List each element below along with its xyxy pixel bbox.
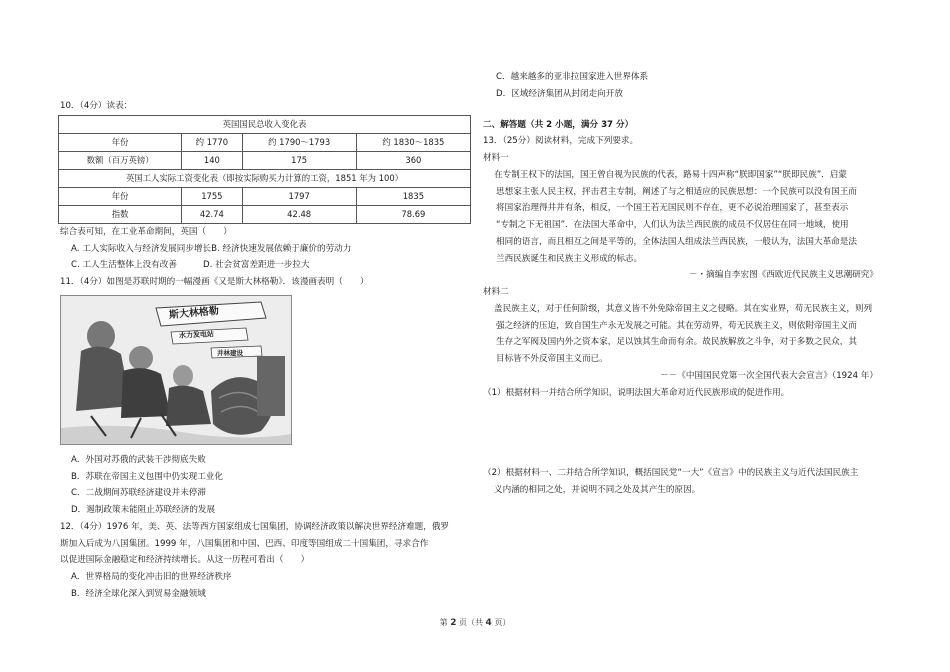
requirement-2: （2）根据材料一、二并结合所学知识，概括国民党“一大”《宣言》中的民族主义与近代法国民族主: [483, 468, 859, 479]
material1-line: 将国家治理得井井有条，相反，一个国王若无国民则不存在，更不必说治理国家了，甚至表示: [496, 203, 849, 214]
q10-question: 综合表可知，在工业革命期间，英国（ ）: [60, 226, 232, 237]
page-footer: [0, 617, 950, 628]
q11-option-a: A．外国对苏俄的武装干涉彻底失败: [71, 454, 206, 465]
q11-option-b: B．苏联在帝国主义包围中仍实现工业化: [71, 471, 223, 482]
q11-stem: 11．（4分）如图是苏联时期的一幅漫画《又是斯大林格勒》．该漫画表明（ ）: [60, 277, 369, 287]
table2-cell: 指数: [59, 205, 182, 223]
q11-option-d: D．遏制政策未能阻止苏联经济的发展: [71, 505, 216, 515]
material1-line: 思想家主张人民主权，抨击君主专制，阐述了与之相适应的民族思想：一个民族可以没有国王而: [496, 186, 857, 197]
table2-header-cell: 年份: [59, 187, 182, 205]
material1-line: “专制之下无祖国”．在法国大革命中，人们认为法兰西民族的成员不仅居住在同一地域，使用: [496, 220, 849, 230]
cartoon-title-text: 斯大林格勒: [168, 305, 220, 321]
cartoon-sign-text: 并林建设: [217, 348, 243, 357]
table1-header-cell: 约 1790～1793: [242, 133, 356, 151]
table1-header-cell: 约 1770: [182, 133, 242, 151]
material1-line: 在专制王权下的法国，国王曾自视为民族的代表，路易十四声称“朕即国家”“朕即民族”．启蒙: [494, 169, 847, 180]
q10-option-c: C. 工人生活整体上没有改善: [71, 260, 177, 271]
table1-cell: 360: [356, 151, 470, 169]
q12-option-d: D．区域经济集团从封闭走向开放: [496, 88, 623, 99]
q12-line: 斯加入后成为八国集团。1999 年，八国集团和中国、巴西、印度等国组成二十国集团，寻求合作: [60, 538, 429, 549]
table2-cell: 42.48: [242, 205, 356, 223]
table1-cell: 数额（百万英镑）: [59, 151, 182, 169]
material2-source: －－《中国国民党第一次全国代表大会宣言》（1924 年）: [660, 370, 878, 381]
material1-label: 材料一: [483, 153, 509, 163]
table1-title: 英国国民总收入变化表: [59, 115, 471, 133]
right-column: [483, 69, 878, 499]
table1-cell: 175: [242, 151, 356, 169]
q10-option-ab: A. 工人实际收入与经济发展同步增长B. 经济快速发展依赖于廉价的劳动力: [71, 243, 352, 254]
footer-total-pages: 4: [485, 618, 492, 628]
table1-header-cell: 年份: [59, 133, 182, 151]
material2-label: 材料二: [483, 287, 509, 297]
material2-line: 盖民族主义，对于任何阶级，其意义皆不外免除帝国主义之侵略。其在实业界，苟无民族主义，则列: [494, 303, 873, 314]
q12-option-c: C．越来越多的亚非拉国家进入世界体系: [496, 72, 649, 82]
footer-middle: 页（共: [456, 618, 486, 627]
requirement-1: （1）根据材料一并结合所学知识，说明法国大革命对近代民族形成的促进作用。: [483, 387, 790, 398]
material2-line: 目标皆不外反帝国主义而已。: [496, 354, 608, 364]
footer-prefix: 第: [439, 618, 451, 627]
footer-suffix: 页）: [491, 618, 511, 627]
q10-stem: 10．（4分）读表：: [60, 101, 133, 111]
q10-table: [58, 115, 471, 224]
left-column: [60, 98, 478, 603]
q13-stem: 13．（25分）阅读材料，完成下列要求。: [483, 136, 639, 147]
q10-option-cd: [60, 257, 478, 274]
material2-line: 强之经济的压迫，致自国生产永无发展之可能。其在劳动界，苟无民族主义，则依附帝国主义而: [496, 320, 857, 331]
footer-page-number: 2: [450, 618, 457, 628]
q12-option-a: A．世界格局的变化冲击旧的世界经济秩序: [71, 572, 232, 582]
material1-line: 相同的语言，而且相互之间是平等的，全体法国人组成法兰西民族，一般认为，法国大革命是法: [496, 236, 857, 247]
q12-line: 12．（4分）1976 年，美、英、法等西方国家组成七国集团，协调经济政策以解决世界经济难题，俄罗: [60, 521, 450, 532]
table2-title: 英国工人实际工资变化表（即按实际购买力计算的工资，1851 年为 100）: [59, 169, 471, 187]
stalingrad-cartoon: [60, 295, 292, 445]
material2-line: 生存之军阀及国内外之资本家，足以蚀其生命而有余。故民族解放之斗争，对于多数之民众，其: [496, 337, 857, 348]
q11-option-c: C．二战期间苏联经济建设并未停滞: [71, 488, 206, 499]
requirement-2-cont: 义内涵的相同之处，并说明不同之处及其产生的原因。: [494, 485, 701, 495]
section-title: 二、解答题（共 2 小题，满分 37 分）: [483, 119, 634, 130]
q12-option-b: B．经济全球化深入到贸易金融领域: [71, 588, 206, 599]
table2-header-cell: 1835: [356, 187, 470, 205]
material1-line: 兰西民族诞生和民族主义形成的标志。: [496, 253, 643, 264]
table2-cell: 42.74: [182, 205, 242, 223]
table2-cell: 78.69: [356, 205, 470, 223]
q12-line: 以促进国际金融稳定和经济持续增长。从这一历程可看出（ ）: [60, 555, 310, 566]
table1-header-cell: 约 1830～1835: [356, 133, 470, 151]
table2-header-cell: 1755: [182, 187, 242, 205]
table2-header-cell: 1797: [242, 187, 356, 205]
material1-source: －・摘编自李宏图《西欧近代民族主义思潮研究》: [688, 270, 878, 281]
cartoon-banner-text: 水力发电站: [178, 329, 215, 340]
q10-option-d: D. 社会贫富差距进一步拉大: [203, 260, 310, 271]
table1-cell: 140: [182, 151, 242, 169]
